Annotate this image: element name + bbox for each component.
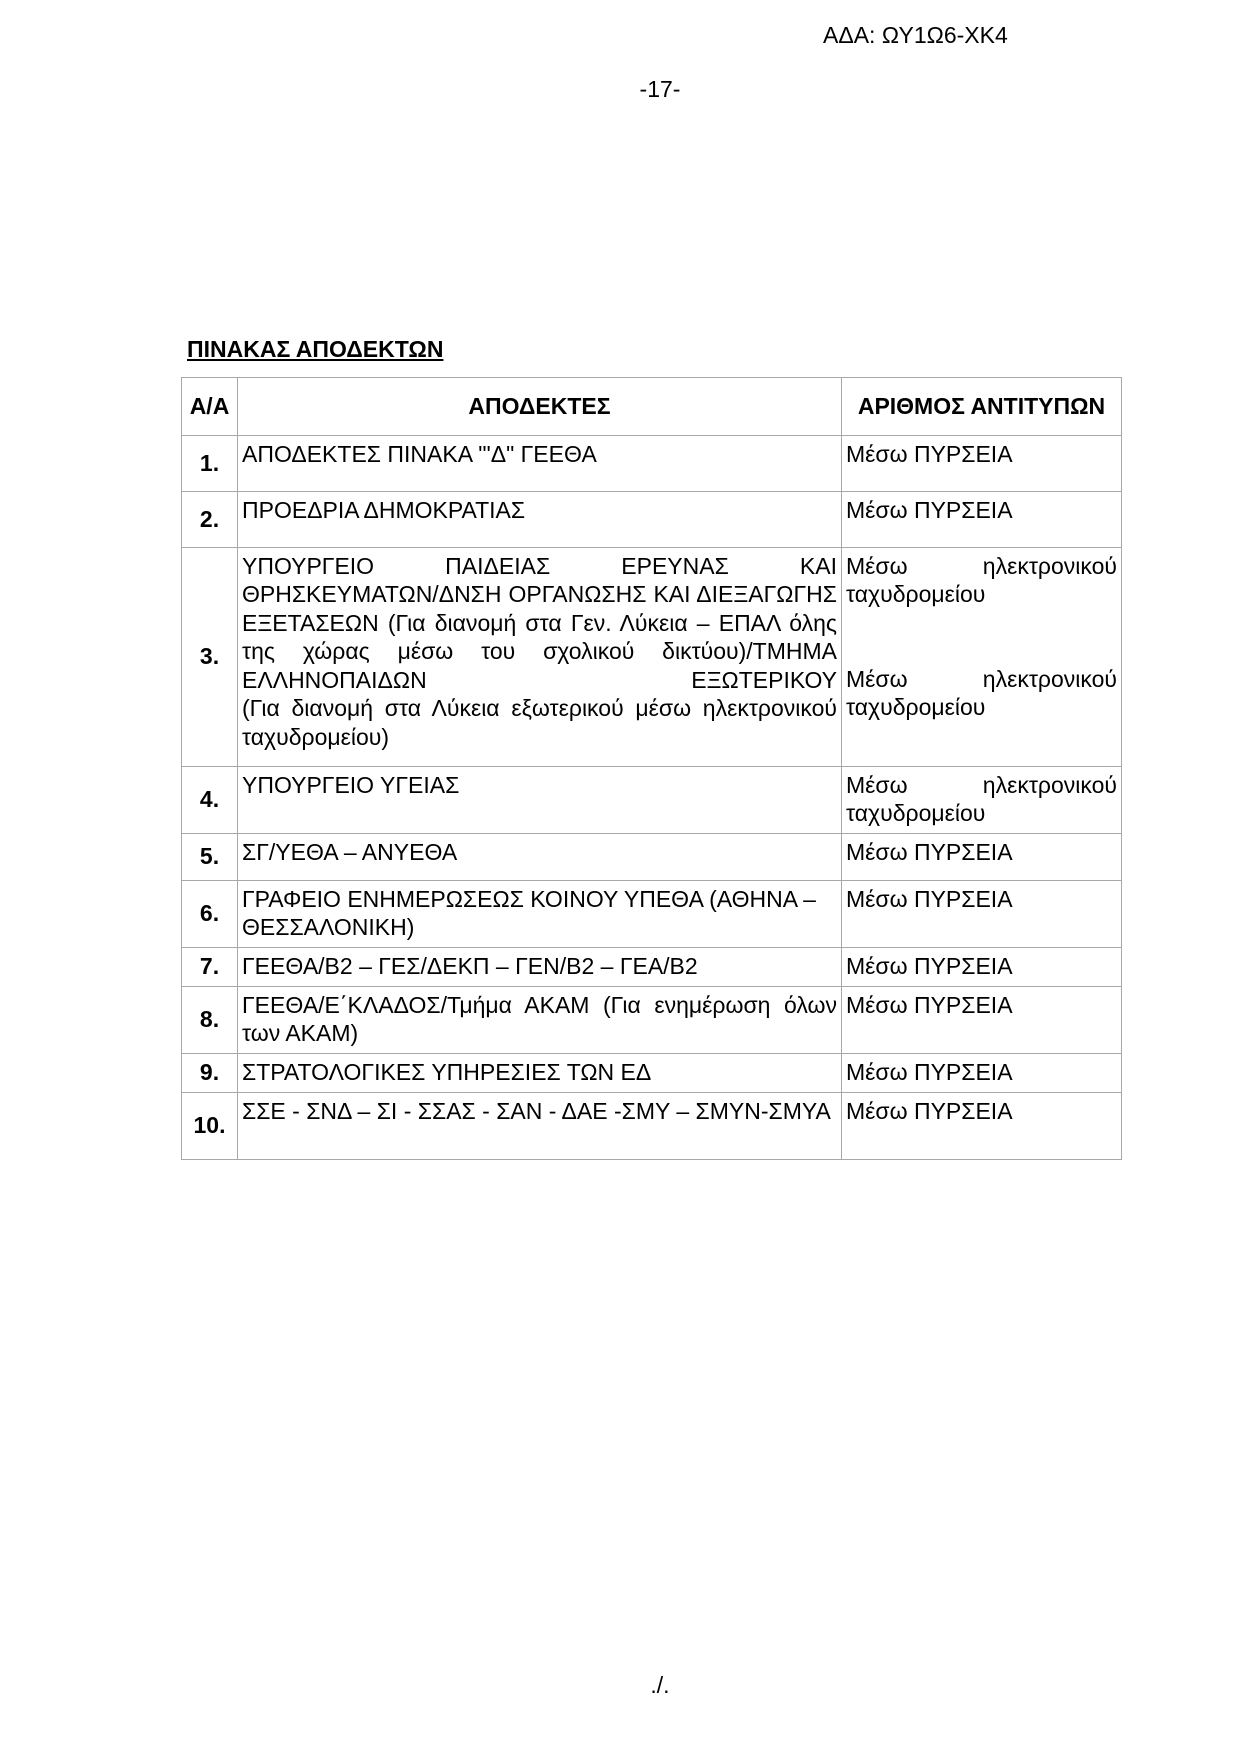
row-recipient: ΠΡΟΕΔΡΙΑ ΔΗΜΟΚΡΑΤΙΑΣ — [238, 491, 842, 547]
row-copies: Μέσω ΠΥΡΣΕΙΑ — [842, 435, 1122, 491]
row-recipient: ΣΣΕ - ΣΝΔ – ΣΙ - ΣΣΑΣ - ΣΑΝ - ΔΑΕ -ΣΜΥ – ΣΜΥΝ-ΣΜΥΑ — [238, 1092, 842, 1159]
page-number: -17- — [639, 76, 681, 102]
row-number: 7. — [182, 947, 238, 986]
row-recipient: ΣΓ/ΥΕΘΑ – ΑΝΥΕΘΑ — [238, 833, 842, 880]
row-copies: Μέσω ΠΥΡΣΕΙΑ — [842, 986, 1122, 1053]
document-title: ΠΙΝΑΚΑΣ ΑΠΟΔΕΚΤΩΝ — [187, 336, 444, 362]
table-row — [182, 833, 1122, 880]
row-number: 5. — [182, 833, 238, 880]
row-copies: Μέσω ΠΥΡΣΕΙΑ — [842, 1092, 1122, 1159]
copies-text: Μέσω ηλεκτρονικού ταχυδρομείου — [846, 771, 1117, 826]
row-recipient — [238, 547, 842, 766]
row-number: 3. — [182, 547, 238, 766]
recipient-part-2: (Για διανομή στα Λύκεια εξωτερικού μέσω ηλεκτρονικού ταχυδρομείου) — [242, 695, 837, 750]
copies-part-1: Μέσω ηλεκτρονικού ταχυδρομείου — [846, 552, 1117, 607]
table-header-row — [182, 378, 1122, 436]
row-number: 10. — [182, 1092, 238, 1159]
row-copies — [842, 766, 1122, 833]
row-number: 9. — [182, 1053, 238, 1092]
row-copies: Μέσω ΠΥΡΣΕΙΑ — [842, 491, 1122, 547]
table-row — [182, 435, 1122, 491]
row-copies — [842, 547, 1122, 766]
row-copies: Μέσω ΠΥΡΣΕΙΑ — [842, 947, 1122, 986]
row-recipient: ΓΕΕΘΑ/Β2 – ΓΕΣ/ΔΕΚΠ – ΓΕΝ/Β2 – ΓΕΑ/Β2 — [238, 947, 842, 986]
table-row — [182, 491, 1122, 547]
row-number: 6. — [182, 880, 238, 947]
page-footer: ./. — [650, 1672, 670, 1698]
header-copies: ΑΡΙΘΜΟΣ ΑΝΤΙΤΥΠΩΝ — [842, 378, 1122, 436]
row-recipient: ΑΠΟΔΕΚΤΕΣ ΠΙΝΑΚΑ '"Δ" ΓΕΕΘΑ — [238, 435, 842, 491]
table-row — [182, 766, 1122, 833]
row-number: 2. — [182, 491, 238, 547]
table-row — [182, 1092, 1122, 1159]
header-aa: Α/Α — [182, 378, 238, 436]
row-copies: Μέσω ΠΥΡΣΕΙΑ — [842, 1053, 1122, 1092]
row-number: 8. — [182, 986, 238, 1053]
recipient-part-1: ΥΠΟΥΡΓΕΙΟ ΠΑΙΔΕΙΑΣ ΕΡΕΥΝΑΣ ΚΑΙ ΘΡΗΣΚΕΥΜΑΤΩΝ/ΔΝΣΗ ΟΡΓΑΝΩΣΗΣ ΚΑΙ ΔΙΕΞΑΓΩΓΗΣ ΕΞΕΤΑΣΕΩΝ (Για διανομή στα Γεν. Λύκεια – ΕΠΑΛ όλης της χώρας μέσω του σχολικού δικτύου)/ΤΜΗΜΑ ΕΛΛΗΝΟΠΑΙΔΩΝ ΕΞΩΤΕΡΙΚΟΥ — [242, 552, 837, 693]
row-recipient: ΣΤΡΑΤΟΛΟΓΙΚΕΣ ΥΠΗΡΕΣΙΕΣ ΤΩΝ ΕΔ — [238, 1053, 842, 1092]
row-number: 4. — [182, 766, 238, 833]
header-recipients: ΑΠΟΔΕΚΤΕΣ — [238, 378, 842, 436]
row-number: 1. — [182, 435, 238, 491]
table-row — [182, 1053, 1122, 1092]
row-recipient: ΓΡΑΦΕΙΟ ΕΝΗΜΕΡΩΣΕΩΣ ΚΟΙΝΟΥ ΥΠΕΘΑ (ΑΘΗΝΑ – ΘΕΣΣΑΛΟΝΙΚΗ) — [238, 880, 842, 947]
table-row — [182, 986, 1122, 1053]
row-copies: Μέσω ΠΥΡΣΕΙΑ — [842, 880, 1122, 947]
recipients-table — [181, 377, 1122, 1160]
row-recipient: ΥΠΟΥΡΓΕΙΟ ΥΓΕΙΑΣ — [238, 766, 842, 833]
copies-part-2: Μέσω ηλεκτρονικού ταχυδρομείου — [846, 665, 1117, 720]
table-row — [182, 880, 1122, 947]
table-row — [182, 547, 1122, 766]
table-row — [182, 947, 1122, 986]
ada-code: ΑΔΑ: ΩΥ1Ω6-ΧΚ4 — [823, 22, 1008, 48]
row-copies: Μέσω ΠΥΡΣΕΙΑ — [842, 833, 1122, 880]
row-recipient: ΓΕΕΘΑ/Ε΄ΚΛΑΔΟΣ/Τμήμα ΑΚΑΜ (Για ενημέρωση όλων των ΑΚΑΜ) — [238, 986, 842, 1053]
